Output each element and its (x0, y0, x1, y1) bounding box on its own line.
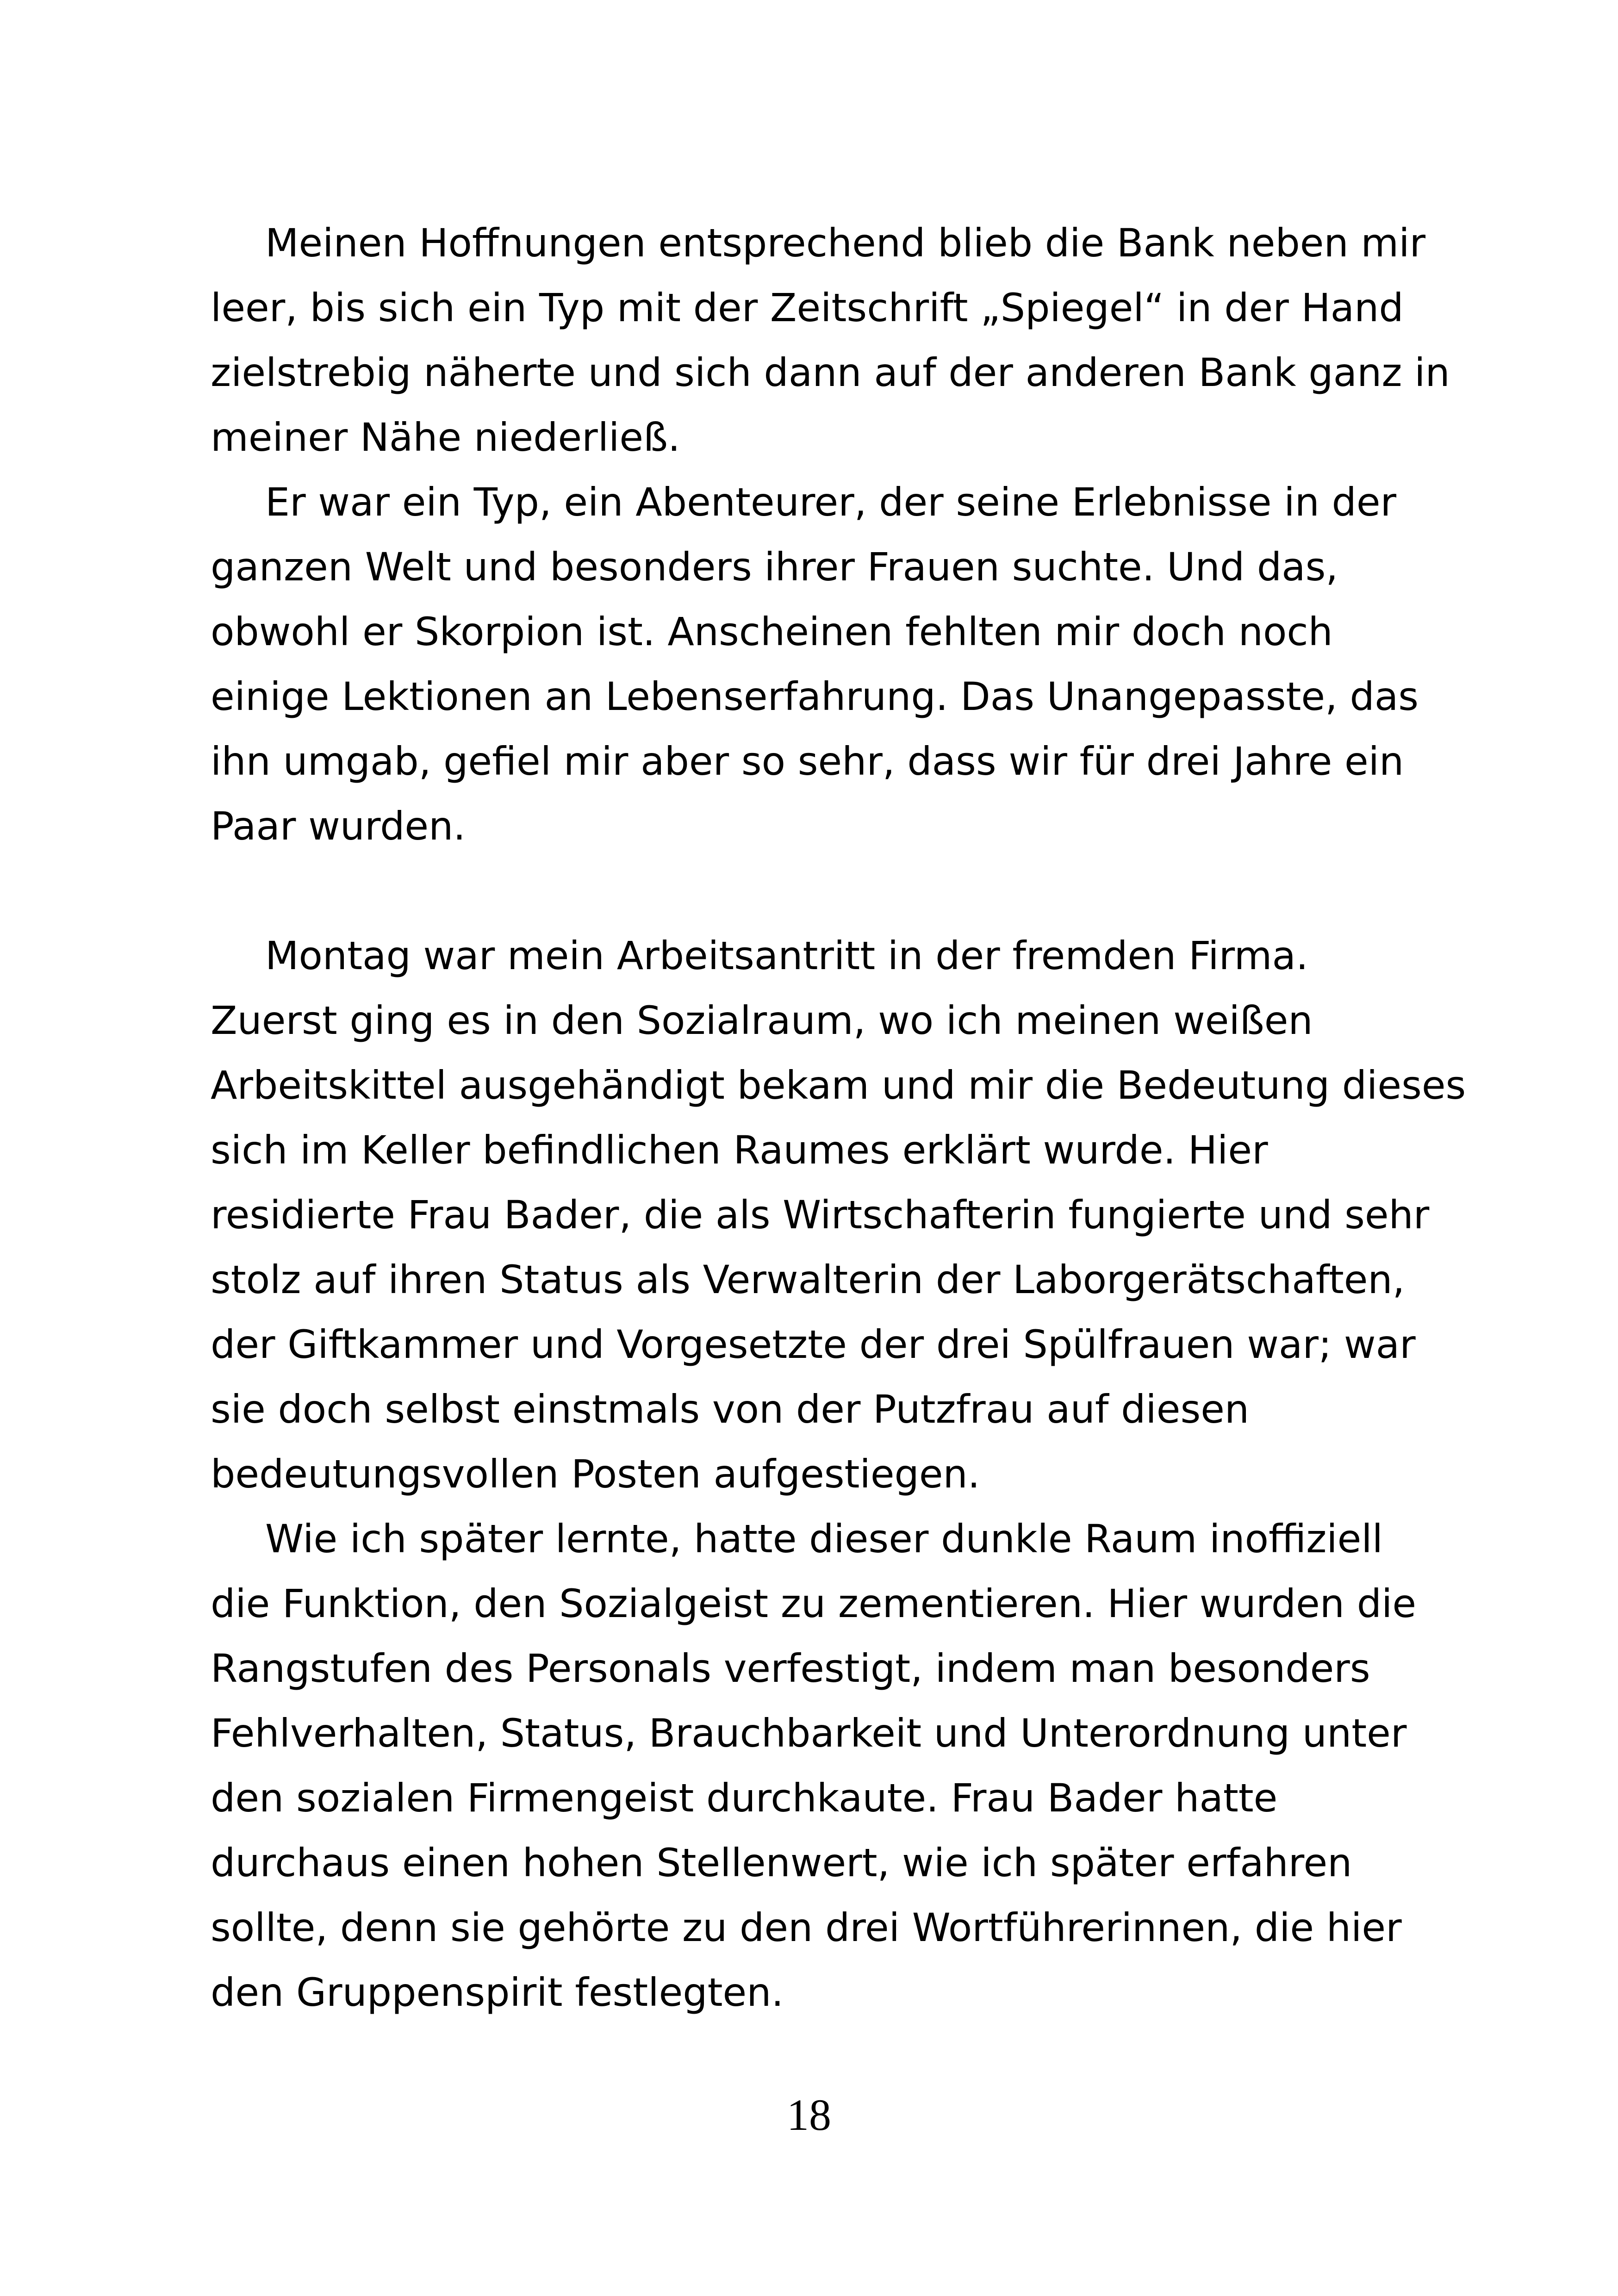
text-line: Zuerst ging es in den Sozialraum, wo ich meinen weißen (211, 998, 1313, 1043)
text-line: Fehlverhalten, Status, Brauchbarkeit und Unterordnung unter (211, 1711, 1407, 1756)
text-line: Meinen Hoffnungen entsprechend blieb die Bank neben mir (265, 220, 1426, 266)
text-line: die Funktion, den Sozialgeist zu zementieren. Hier wurden die (211, 1581, 1417, 1626)
text-line: zielstrebig näherte und sich dann auf der anderen Bank ganz in (211, 350, 1450, 395)
text-line: Arbeitskittel ausgehändigt bekam und mir die Bedeutung dieses (211, 1063, 1466, 1108)
text-line: sie doch selbst einstmals von der Putzfrau auf diesen (211, 1387, 1250, 1432)
text-line: stolz auf ihren Status als Verwalterin der Laborgerätschaften, (211, 1257, 1405, 1302)
text-line: den Gruppenspirit festlegten. (211, 1970, 784, 2015)
text-line: Montag war mein Arbeitsantritt in der fremden Firma. (265, 933, 1308, 978)
text-line: leer, bis sich ein Typ mit der Zeitschrift „Spiegel“ in der Hand (211, 285, 1404, 330)
text-line: Rangstufen des Personals verfestigt, indem man besonders (211, 1646, 1370, 1691)
text-line: Wie ich später lernte, hatte dieser dunkle Raum inoffiziell (265, 1516, 1383, 1562)
page-number: 18 (787, 2090, 831, 2140)
text-line: sich im Keller befindlichen Raumes erklärt wurde. Hier (211, 1127, 1268, 1173)
text-line: einige Lektionen an Lebenserfahrung. Das Unangepasste, das (211, 674, 1419, 719)
text-line: residierte Frau Bader, die als Wirtschafterin fungierte und sehr (211, 1192, 1430, 1238)
text-line: der Giftkammer und Vorgesetzte der drei Spülfrauen war; war (211, 1322, 1416, 1367)
text-line: bedeutungsvollen Posten aufgestiegen. (211, 1451, 980, 1497)
text-line: ganzen Welt und besonders ihrer Frauen suchte. Und das, (211, 544, 1338, 590)
text-line: meiner Nähe niederließ. (211, 415, 680, 460)
text-line: obwohl er Skorpion ist. Anscheinen fehlten mir doch noch (211, 609, 1333, 654)
text-line: ihn umgab, gefiel mir aber so sehr, dass wir für drei Jahre ein (211, 739, 1404, 784)
text-line: sollte, denn sie gehörte zu den drei Wortführerinnen, die hier (211, 1905, 1402, 1950)
paragraph-gap (211, 859, 1437, 923)
text-line: Paar wurden. (211, 803, 466, 849)
text-line: Er war ein Typ, ein Abenteurer, der seine Erlebnisse in der (265, 479, 1397, 525)
text-line: durchaus einen hohen Stellenwert, wie ich später erfahren (211, 1840, 1352, 1885)
body-text (211, 211, 1466, 2025)
text-line: den sozialen Firmengeist durchkaute. Frau Bader hatte (211, 1775, 1278, 1821)
